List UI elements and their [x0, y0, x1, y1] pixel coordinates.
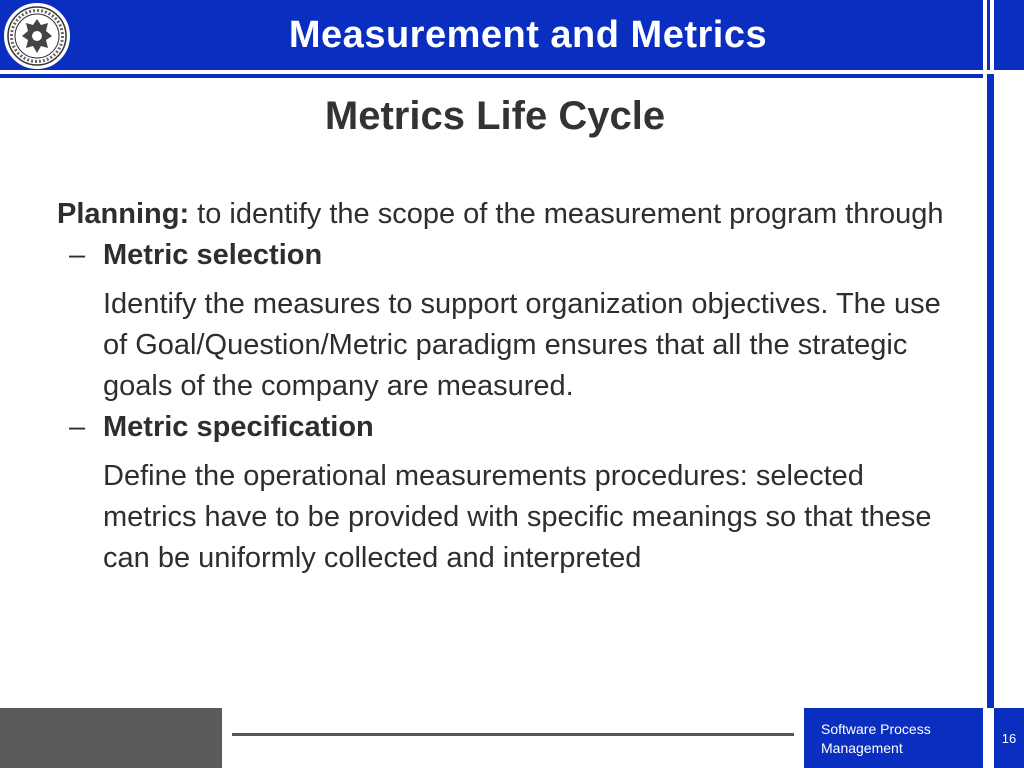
footer-rule	[232, 733, 794, 736]
slide-title: Metrics Life Cycle	[324, 94, 666, 138]
page-number: 16	[994, 708, 1024, 768]
dash-bullet: –	[69, 239, 86, 271]
metric-selection-heading: – Metric selection	[57, 235, 962, 276]
dash-bullet: –	[69, 411, 86, 443]
planning-paragraph	[57, 194, 962, 235]
footer-gray-block	[0, 708, 222, 768]
planning-label: Planning:	[57, 198, 190, 230]
header-title: Measurement and Metrics	[288, 14, 768, 56]
vertical-rule-top	[990, 0, 994, 70]
header-divider	[0, 70, 1024, 74]
header-bar	[0, 0, 1024, 78]
metric-specification-body: Define the operational measurements procedures: selected metrics have to be provided with specific meanings so that these can be uniformly collected and interpreted	[103, 460, 932, 574]
slide-content	[57, 194, 962, 579]
metric-specification-heading: – Metric specification	[57, 407, 962, 448]
right-border-inner	[994, 74, 1024, 708]
footer-course-label: Software Process Management	[804, 708, 983, 768]
planning-text: to identify the scope of the measurement program through	[189, 198, 944, 230]
metric-selection-body: Identify the measures to support organization objectives. The use of Goal/Question/Metric paradigm ensures that all the strategic goals of the company are measured.	[103, 288, 941, 402]
